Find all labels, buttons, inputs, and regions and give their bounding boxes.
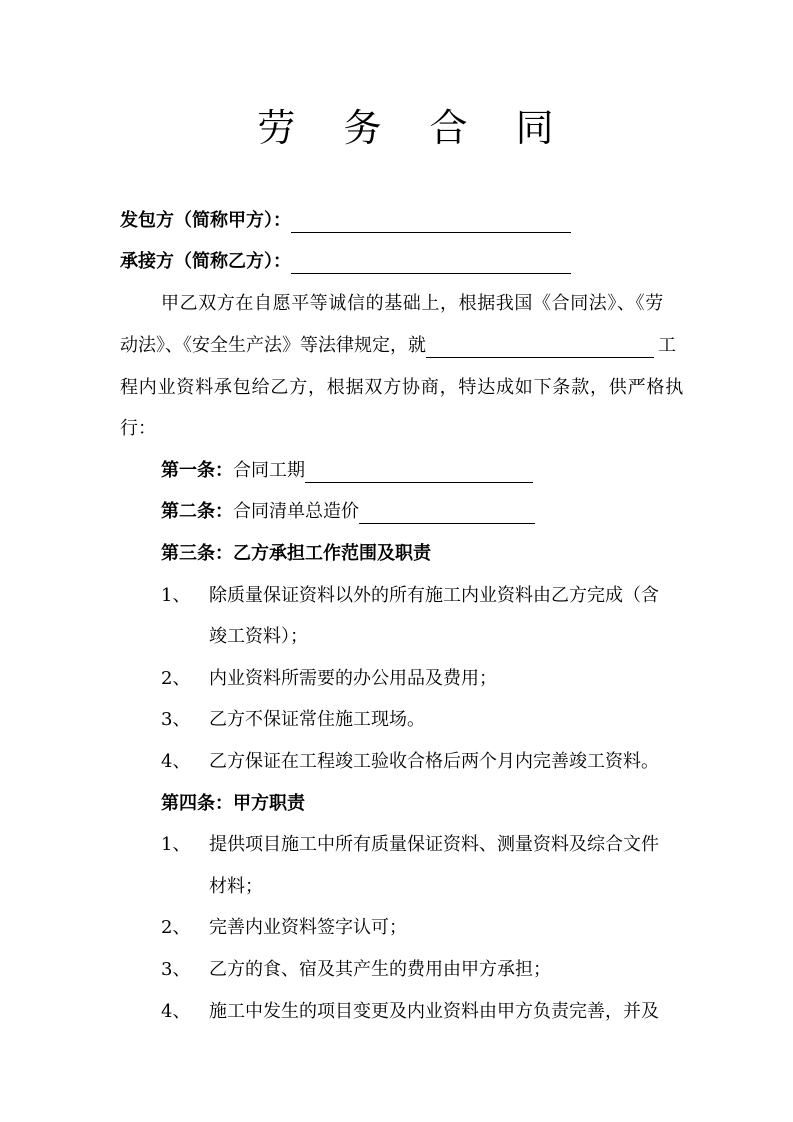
article-4-heading: 第四条：甲方职责 <box>161 793 305 814</box>
article-4-item-1-line-1: 提供项目施工中所有质量保证资料、测量资料及综合文件 <box>209 834 659 855</box>
article-3-heading: 第三条：乙方承担工作范围及职责 <box>161 543 431 564</box>
article-2-label: 第二条： <box>161 501 233 522</box>
article-1 <box>161 459 533 483</box>
party-a-label: 发包方（简称甲方）： <box>120 210 291 231</box>
article-3-item-4-number: 4、 <box>161 751 191 772</box>
party-b-blank <box>291 253 571 274</box>
article-3-item-3-line-1: 乙方不保证常住施工现场。 <box>209 709 425 730</box>
article-4-item-2-line-1: 完善内业资料签字认可； <box>209 917 407 938</box>
article-4-item-1-number: 1、 <box>161 834 191 855</box>
article-1-text: 合同工期 <box>233 460 305 481</box>
party-b-label: 承接方（简称乙方）： <box>120 251 291 272</box>
preamble-line-2 <box>120 334 676 358</box>
article-3-item-1-line-1: 除质量保证资料以外的所有施工内业资料由乙方完成（含 <box>209 585 659 606</box>
project-name-blank <box>426 337 654 358</box>
article-2-blank <box>359 503 535 524</box>
preamble-line-2-end: 工 <box>658 335 676 356</box>
article-2-text: 合同清单总造价 <box>233 501 359 522</box>
article-3-item-2-number: 2、 <box>161 668 191 689</box>
preamble-line-2-start: 动法》、《安全生产法》等法律规定，就 <box>120 335 426 356</box>
article-4-item-3-line-1: 乙方的食、宿及其产生的费用由甲方承担； <box>209 959 551 980</box>
article-3-item-2-line-1: 内业资料所需要的办公用品及费用； <box>209 668 497 689</box>
preamble-line-3: 程内业资料承包给乙方，根据双方协商，特达成如下条款，供严格执 <box>120 377 684 398</box>
document-title: 劳 务 合 同 <box>257 106 572 150</box>
article-3-item-1-number: 1、 <box>161 585 191 606</box>
article-3-item-1-line-2: 竣工资料）； <box>209 626 308 647</box>
preamble-line-1: 甲乙双方在自愿平等诚信的基础上，根据我国《合同法》、《劳 <box>161 293 664 314</box>
party-b-line <box>120 250 571 274</box>
article-4-item-1-line-2: 材料； <box>209 876 263 897</box>
article-4-item-3-number: 3、 <box>161 959 191 980</box>
preamble-line-4: 行： <box>120 418 156 439</box>
article-3-item-3-number: 3、 <box>161 709 191 730</box>
article-3-item-4-line-1: 乙方保证在工程竣工验收合格后两个月内完善竣工资料。 <box>209 751 659 772</box>
article-4-item-2-number: 2、 <box>161 917 191 938</box>
article-1-blank <box>305 462 533 483</box>
party-a-line <box>120 209 571 233</box>
article-4-item-4-number: 4、 <box>161 1001 191 1022</box>
article-2 <box>161 500 535 524</box>
party-a-blank <box>291 212 571 233</box>
article-4-item-4-line-1: 施工中发生的项目变更及内业资料由甲方负责完善，并及 <box>209 1001 659 1022</box>
article-1-label: 第一条： <box>161 460 233 481</box>
